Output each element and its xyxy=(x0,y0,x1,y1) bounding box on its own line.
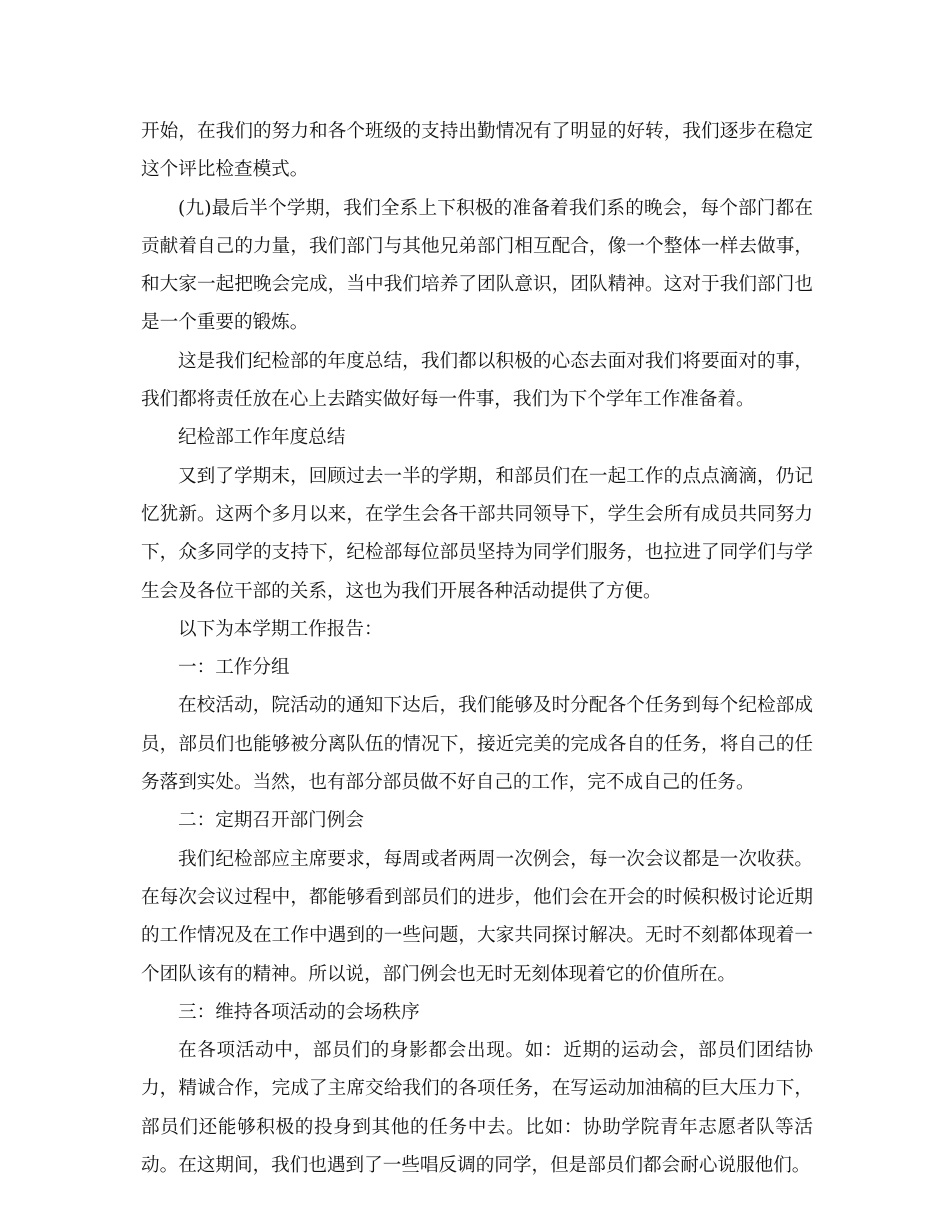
heading-1: 一：工作分组 xyxy=(178,657,290,679)
paragraph-5: 又到了学期末，回顾过去一半的学期，和部员们在一起工作的点点滴滴，仍记忆犹新。这两个多月以来，在学生会各干部共同领导下，学生会所有成员共同努力下，众多同学的支持下，纪检部每位部员坚持为同学们服务，也拉进了同学们与学生会及各位干部的关系，这也为我们开展各种活动提供了方便。 xyxy=(141,465,813,602)
heading-3: 三：维持各项活动的会场秩序 xyxy=(178,1001,420,1023)
section-title: 纪检部工作年度总结 xyxy=(178,427,346,449)
report-intro: 以下为本学期工作报告： xyxy=(178,618,383,640)
paragraph-8: 在校活动，院活动的通知下达后，我们能够及时分配各个任务到每个纪检部成员，部员们也能够被分离队伍的情况下，接近完美的完成各自的任务，将自己的任务落到实处。当然，也有部分部员做不好自己的工作，完不成自己的任务。 xyxy=(141,695,813,794)
document-page xyxy=(141,113,813,1185)
paragraph-3: 这是我们纪检部的年度总结，我们都以积极的心态去面对我们将要面对的事，我们都将责任放在心上去踏实做好每一件事，我们为下个学年工作准备着。 xyxy=(141,350,813,411)
heading-2: 二：定期召开部门例会 xyxy=(178,810,364,832)
paragraph-1: 开始，在我们的努力和各个班级的支持出勤情况有了明显的好转，我们逐步在稳定这个评比检查模式。 xyxy=(141,121,813,181)
paragraph-2: (九)最后半个学期，我们全系上下积极的准备着我们系的晚会，每个部门都在贡献着自己的力量，我们部门与其他兄弟部门相互配合，像一个整体一样去做事，和大家一起把晚会完成，当中我们培养了团队意识，团队精神。这对于我们部门也是一个重要的锻炼。 xyxy=(141,197,813,334)
paragraph-10: 我们纪检部应主席要求，每周或者两周一次例会，每一次会议都是一次收获。在每次会议过程中，都能够看到部员们的进步，他们会在开会的时候积极讨论近期的工作情况及在工作中遇到的一些问题，大家共同探讨解决。无时不刻都体现着一个团队该有的精神。所以说，部门例会也无时无刻体现着它的价值所在。 xyxy=(141,848,813,985)
paragraph-12: 在各项活动中，部员们的身影都会出现。如：近期的运动会，部员们团结协力，精诚合作，完成了主席交给我们的各项任务，在写运动加油稿的巨大压力下，部员们还能够积极的投身到其他的任务中去。比如：协助学院青年志愿者队等活动。在这期间，我们也遇到了一些唱反调的同学，但是部员们都会耐心说服他们。 xyxy=(141,1040,813,1177)
